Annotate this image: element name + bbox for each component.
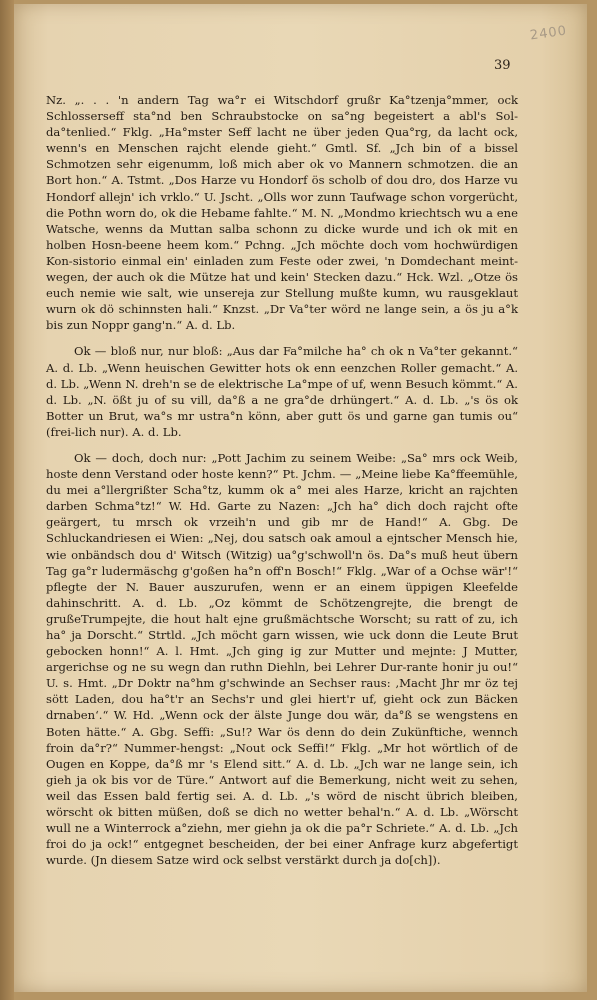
paragraph-3: Ok — doch, doch nur: „Pott Jachim zu seinem Weibe: „Sa° mrs ock Weib, hoste denn Verstand oder hoste kenn?“ Pt. Jchm. — „Meine liebe Ka°ffeemühle, du mei a°llergrißter Scha°tz, kumm ok a° mei ales Harze, kricht an rajchten darben Schma°tz!“ W. Hd. Garte zu Nazen: „Jch ha° dich doch rajcht ofte geärgert, tu mrsch ok vrzeih'n und gib mr de Hand!“ A. Gbg. De Schluckandriesen ei Wien: „Nej, dou satsch oak amoul a ejntscher Mensch hie, wie onbändsch dou d' Witsch (Witzig) ua°g'schwoll'n ös. Da°s muß heut übern Tag ga°r ludermäschg g'goßen ha°n off'n Bosch!“ Fklg. „War of a Ochse wär'!“ pflegte der N. Bauer auszurufen, wenn er an einem üppigen Kleefelde dahinschritt. A. d. Lb. „Oz kömmt de Schötzengrejte, die brengt de grußeTrumpejte, die hout halt ejne grußmächtsche Worscht; su ratt of zu, ich ha° ja Dorscht.“ Strtld. „Jch möcht garn wissen, wie uck donn die Leute Brut gebocken honn!“ A. l. Hmt. „Jch ging ig zur Mutter und mejnte: J Mutter, argerichse og ne su wegn dan ruthn Diehln, bei Lehrer Dur-rante honir ju ou!“ U. s. Hmt. „Dr Doktr na°hm g'schwinde an Sechser raus: ‚Macht Jhr mr öz tej sött Laden, dou ha°t'r an Sechs'r und glei hiert'r uf, gieht ock zun Bäcken drnaben‘.“ W. Hd. „Wenn ock der älste Junge dou wär, da°ß se wengstens en Boten hätte.“ A. Gbg. Seffi: „Su!? War ös denn do dein Zukünftiche, wennch froin da°r?“ Nummer-hengst: „Nout ock Seffi!“ Fklg. „Mr hot wörtlich of de Ougen en Koppe, da°ß mr 's Elend sitt.“ A. d. Lb. „Jch war ne lange sein, ich gieh ja ok bis vor de Türe.“ Antwort auf die Bemerkung, nicht weit zu sehen, weil das Essen bald fertig sei. A. d. Lb. „'s wörd de nischt übrich bleiben, wörscht ok bitten müßen, doß se dich no wetter behal'n.“ A. d. Lb. „Wörscht wull ne a Winterrock a°ziehn, mer giehn ja ok die pa°r Schriete.“ A. d. Lb. „Jch froi do ja ock!“ entgegnet bescheiden, der bei einer Anfrage kurz abgefertigt wurde. (Jn diesem Satze wird ock selbst verstärkt durch ja do[ch]). [46,450,518,868]
book-spine-edge [0,0,14,1000]
page-body [46,92,518,878]
paragraph-1: Nz. „. . . 'n andern Tag wa°r ei Witschdorf grußr Ka°tzenja°mmer, ock Schlosserseff sta°nd ben Schraubstocke on sa°ng begeistert a abl's Sol-da°tenlied.“ Fklg. „Ha°mster Seff lacht ne über jeden Qua°rg, da lacht ock, wenn's en Menschen rajcht elende gieht.“ Gmtl. Sf. „Jch bin of a bissel Schmotzen sehr eigenumm, loß mich aber ok vo Mannern schmotzen. die an Bort hon.“ A. Tstmt. „Dos Harze vu Hondorf ös scholb of dou dro, dos Harze vu Hondorf allejn' ich vrklo.“ U. Jscht. „Olls wor zunn Taufwage schon vorgerücht, die Pothn worn do, ok die Hebame fahlte.“ M. N. „Mondmo kriechtsch wu a ene Watsche, wenns da Muttan salba schonn zu dicke wurde und ich ok mit en holben Hosn-beene heem kom.“ Pchng. „Jch möchte doch vom hochwürdigen Kon-sistorio einmal ein' einladen zum Feste oder zwei, 'n Domdechant meint-wegen, der auch ok die Mütze hat und kein' Stecken dazu.“ Hck. Wzl. „Otze ös euch nemie wie salt, wie unsereja zur Stellung mußte kumn, wu rausgeklaut wurn ok dö schinnsten hali.“ Knzst. „Dr Va°ter wörd ne lange sein, a ös ju a°k bis zun Noppr gang'n.“ A. d. Lb. [46,93,518,333]
paragraph-2: Ok — bloß nur, nur bloß: „Aus dar Fa°milche ha° ch ok n Va°ter gekannt.“ A. d. Lb. „Wenn heuischen Gewitter hots ok enn eenzchen Roller gemacht.“ A. d. Lb. „Wenn N. dreh'n se de elektrische La°mpe of uf, wenn Besuch kömmt.“ A. d. Lb. „N. ößt ju of su vill, da°ß a ne gra°de drhüngert.“ A. d. Lb. „'s ös ok Botter un Brut, wa°s mr ustra°n könn, aber gutt ös und garne gan tumis ou“ (frei-lich nur). A. d. Lb. [46,344,518,439]
page-number: 39 [494,58,511,73]
pencil-annotation: 2400 [529,23,568,44]
